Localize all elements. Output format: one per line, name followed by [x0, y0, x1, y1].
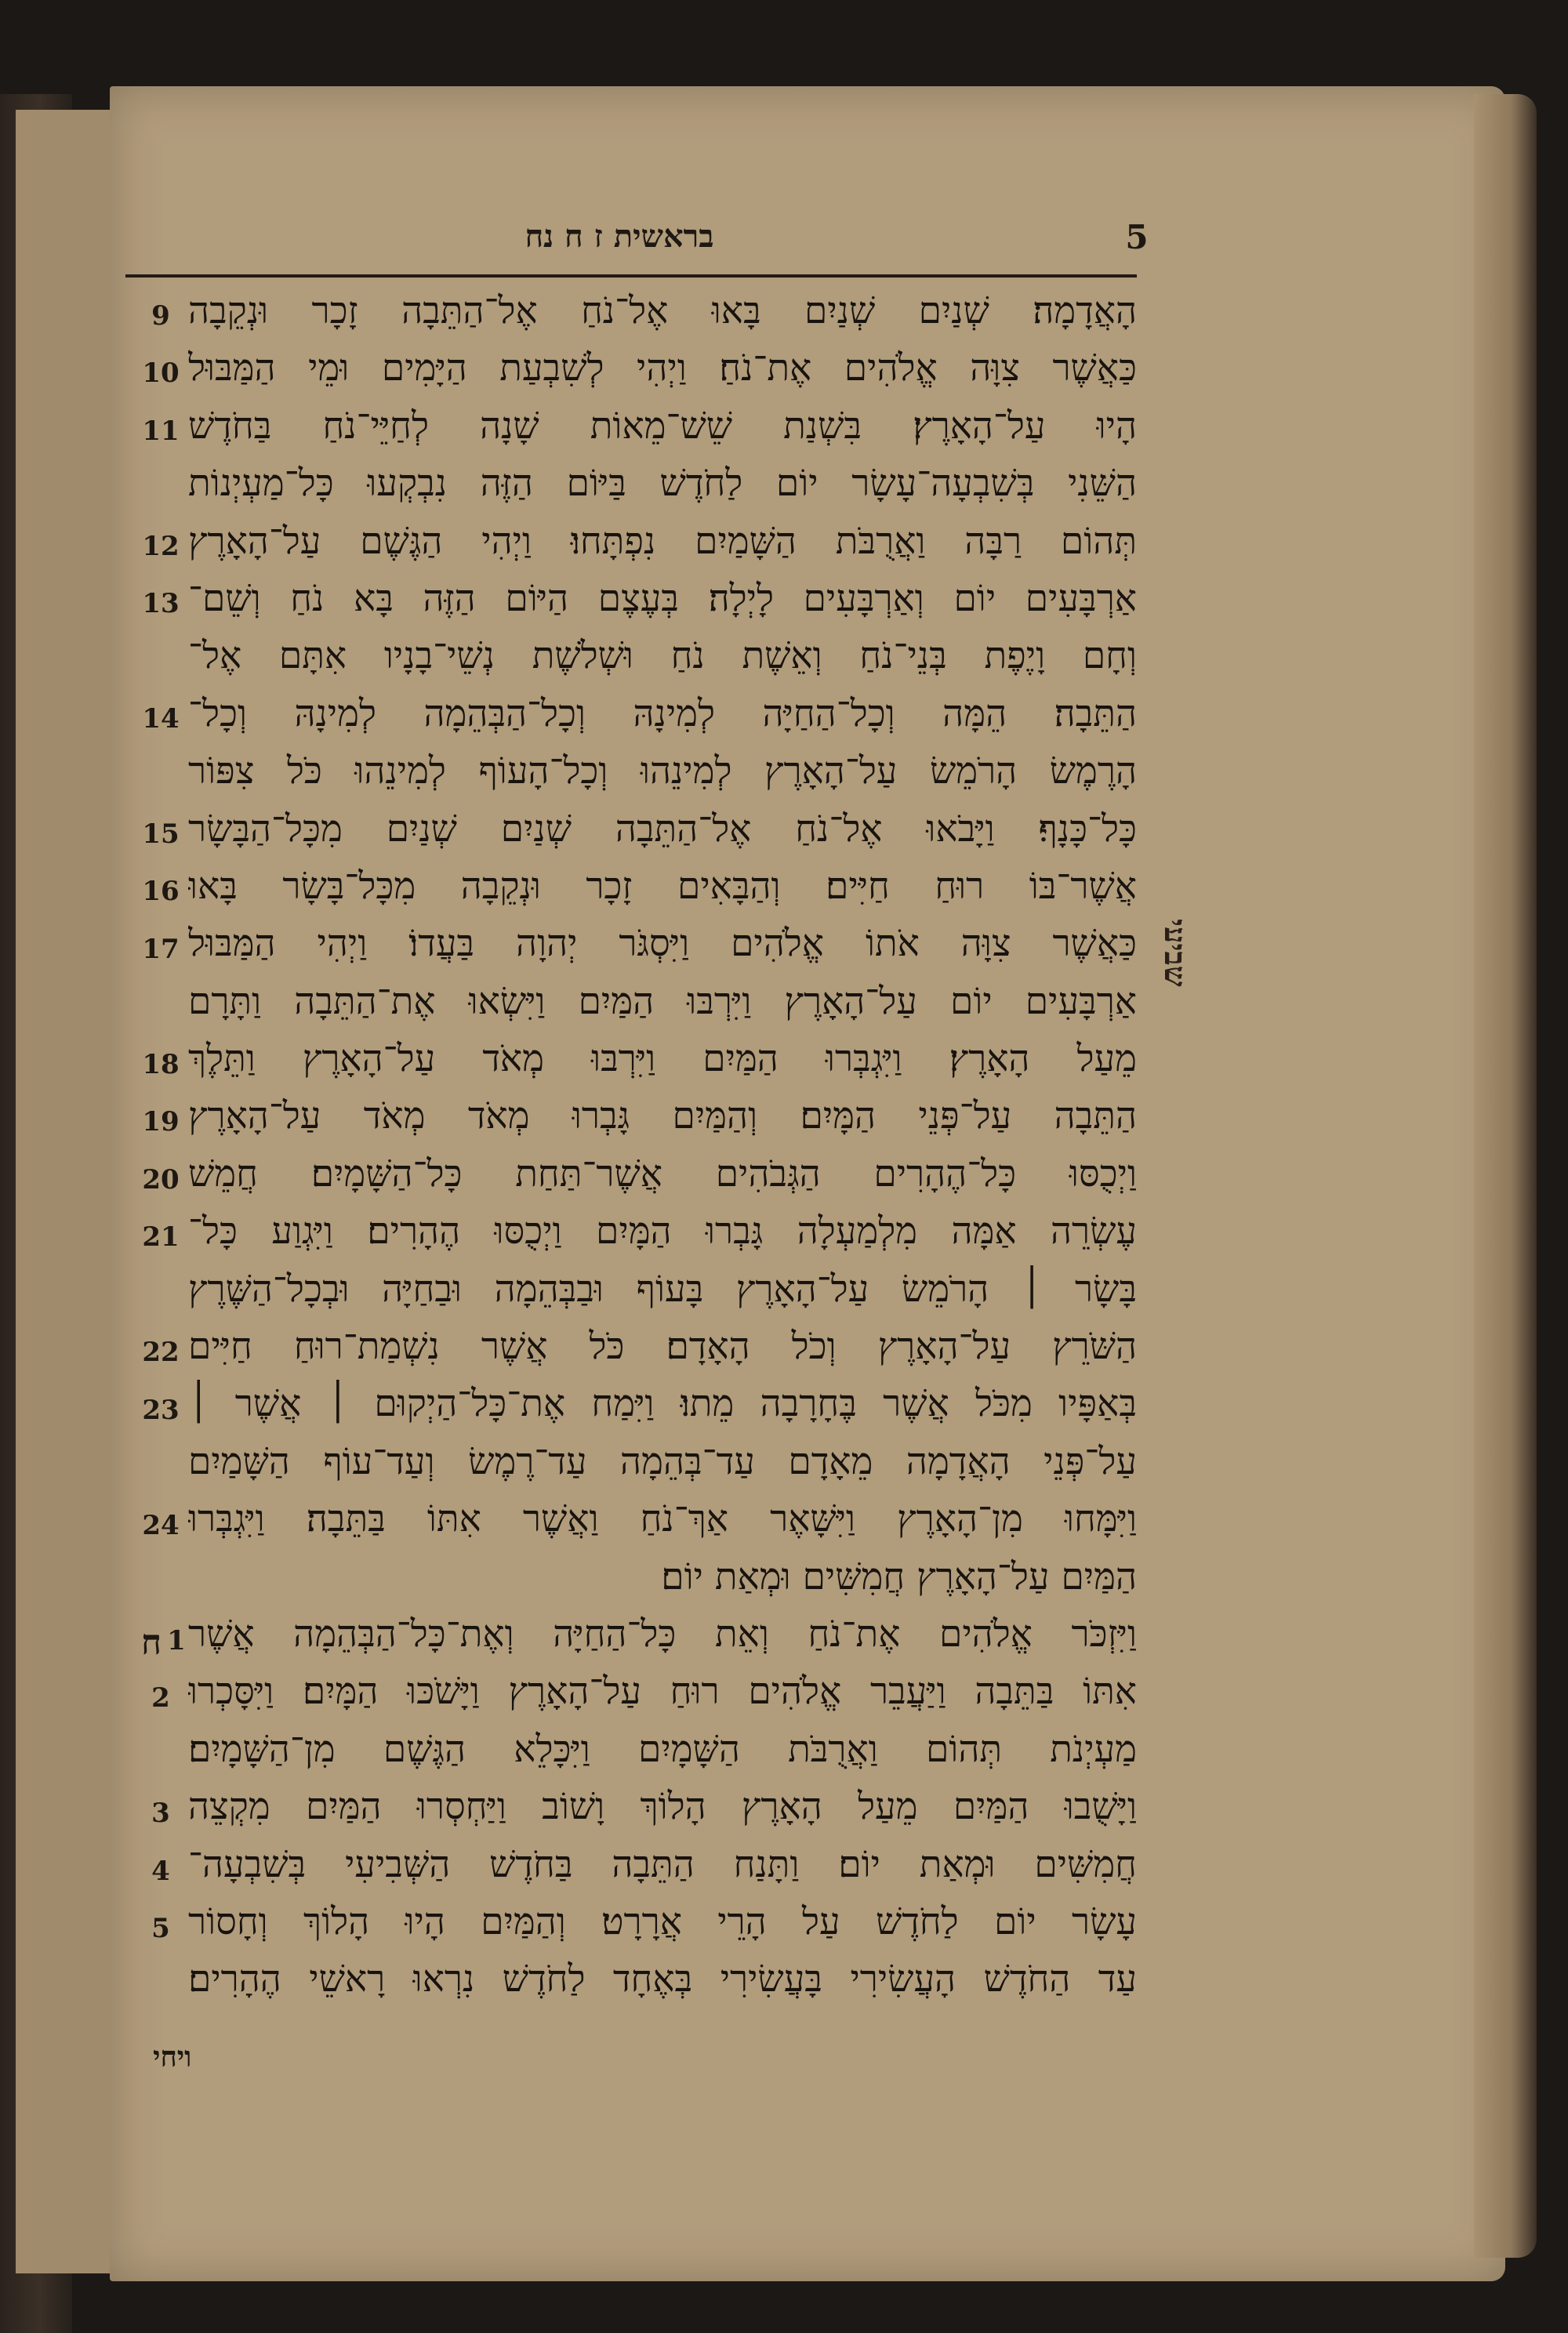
verse-number: 12 [142, 531, 180, 562]
text-line: וַיִּמָּחוּ מִן־הָאָרֶץ וַיִּשָּׁאֶר אַךְ־נֹחַ וַאֲשֶׁר אִתּוֹ בַּתֵּבָה׃ וַיִּגְבְּרוּ [188, 1497, 1137, 1541]
text-line: הָיוּ עַל־הָאָרֶץ׃ בִּשְׁנַת שֵׁשׁ־מֵאוֹת שָׁנָה לְחַיֵּי־נֹחַ בַּחֹדֶשׁ [188, 404, 1137, 448]
text-line: אַרְבָּעִים יוֹם וְאַרְבָּעִים לָיְלָה׃ בְּעֶצֶם הַיּוֹם הַזֶּה בָּא נֹחַ וְשֵׁם־ [188, 576, 1137, 620]
page-number: 5 [1125, 218, 1149, 256]
verse-number: 24 [142, 1510, 180, 1541]
text-line: וְחָם וָיֶפֶת בְּנֵי־נֹחַ וְאֵשֶׁת נֹחַ וּשְׁלֹשֶׁת נְשֵׁי־בָנָיו אִתָּם אֶל־ [188, 634, 1137, 678]
text-line: הַמַּיִם עַל־הָאָרֶץ חֲמִשִּׁים וּמְאַת יוֹם׃ [661, 1555, 1137, 1598]
text-line: כַּאֲשֶׁר צִוָּה אֹתוֹ אֱלֹהִים וַיִּסְגֹּר יְהוָה בַּעֲדוֹ׃ וַיְהִי הַמַּבּוּל [188, 922, 1137, 966]
verse-number: 19 [142, 1106, 180, 1137]
text-line: אִתּוֹ בַּתֵּבָה וַיַּעֲבֵר אֱלֹהִים רוּחַ עַל־הָאָרֶץ וַיָּשֹׁכּוּ הַמָּיִם׃ וַיִּסָּכְרוּ [188, 1670, 1137, 1714]
verse-number: 18 [142, 1049, 180, 1080]
facing-page-edge [16, 110, 111, 2273]
text-line: בָּשָׂר ׀ הָרֹמֵשׂ עַל־הָאָרֶץ בָּעוֹף וּבַבְּהֵמָה וּבַחַיָּה וּבְכָל־הַשֶּׁרֶץ [188, 1267, 1137, 1311]
text-line: אֲשֶׁר־בּוֹ רוּחַ חַיִּים׃ וְהַבָּאִים זָכָר וּנְקֵבָה מִכָּל־בָּשָׂר בָּאוּ [188, 864, 1137, 908]
text-line: וַיָּשֻׁבוּ הַמַּיִם מֵעַל הָאָרֶץ הָלוֹךְ וָשׁוֹב וַיַּחְסְרוּ הַמַּיִם מִקְצֵה [188, 1785, 1137, 1829]
text-line: מֵעַל הָאָרֶץ׃ וַיִּגְבְּרוּ הַמַּיִם וַיִּרְבּוּ מְאֹד עַל־הָאָרֶץ וַתֵּלֶךְ [188, 1037, 1137, 1081]
text-line: הַשֵּׁנִי בְּשִׁבְעָה־עָשָׂר יוֹם לַחֹדֶשׁ בַּיּוֹם הַזֶּה נִבְקְעוּ כָּל־מַעְיְנוֹת [188, 462, 1137, 506]
text-line: וַיִּזְכֹּר אֱלֹהִים אֶת־נֹחַ וְאֵת כָּל־הַחַיָּה וְאֶת־כָּל־הַבְּהֵמָה אֲשֶׁר [188, 1612, 1137, 1656]
verse-number: 1 [167, 1625, 186, 1656]
chapter-mark: ח [141, 1623, 162, 1663]
text-line: עַד הַחֹדֶשׁ הָעֲשִׂירִי בָּעֲשִׂירִי בְּאֶחָד לַחֹדֶשׁ נִרְאוּ רָאשֵׁי הֶהָרִים׃ [188, 1957, 1137, 2001]
text-line: חֲמִשִּׁים וּמְאַת יוֹם׃ וַתָּנַח הַתֵּבָה בַּחֹדֶשׁ הַשְּׁבִיעִי בְּשִׁבְעָה־ [188, 1842, 1137, 1886]
text-line: מַעְיְנֹת תְּהוֹם וַאֲרֻבֹּת הַשָּׁמָיִם וַיִּכָּלֵא הַגֶּשֶׁם מִן־הַשָּׁמָיִם׃ [188, 1727, 1137, 1771]
text-line: וַיְכֻסּוּ כָּל־הֶהָרִים הַגְּבֹהִים אֲשֶׁר־תַּחַת כָּל־הַשָּׁמָיִם׃ חֲמֵשׁ [188, 1152, 1137, 1196]
text-line: הַשֹּׁרֵץ עַל־הָאָרֶץ וְכֹל הָאָדָם׃ כֹּל אֲשֶׁר נִשְׁמַת־רוּחַ חַיִּים [188, 1325, 1137, 1369]
text-line: עֶשְׂרֵה אַמָּה מִלְמַעְלָה גָּבְרוּ הַמָּיִם וַיְכֻסּוּ הֶהָרִים׃ וַיִּגְוַע כָּל־ [188, 1210, 1137, 1254]
verse-number: 21 [142, 1221, 180, 1253]
verse-number: 5 [151, 1913, 170, 1944]
text-line: הַתֵּבָה עַל־פְּנֵי הַמָּיִם׃ וְהַמַּיִם גָּבְרוּ מְאֹד מְאֹד עַל־הָאָרֶץ [188, 1094, 1137, 1138]
verse-number: 16 [142, 876, 180, 907]
catchword: ויחי [153, 2041, 192, 2074]
text-line: הַתֵּבָה׃ הֵמָּה וְכָל־הַחַיָּה לְמִינָהּ וְכָל־הַבְּהֵמָה לְמִינָהּ וְכָל־ [188, 691, 1137, 735]
verse-number: 17 [142, 934, 180, 965]
verse-number: 10 [142, 357, 180, 389]
verse-number: 23 [142, 1395, 180, 1426]
verse-number: 9 [151, 300, 170, 332]
text-line: כַּאֲשֶׁר צִוָּה אֱלֹהִים אֶת־נֹחַ׃ וַיְהִי לְשִׁבְעַת הַיָּמִים וּמֵי הַמַּבּוּל [188, 347, 1137, 390]
header-rule [125, 274, 1137, 278]
text-line: הָרֶמֶשׂ הָרֹמֵשׂ עַל־הָאָרֶץ לְמִינֵהוּ וְכָל־הָעוֹף לְמִינֵהוּ כֹּל צִפּוֹר [188, 749, 1137, 793]
verse-number: 22 [142, 1337, 180, 1368]
text-line: בְּאַפָּיו מִכֹּל אֲשֶׁר בֶּחָרָבָה מֵתוּ׃ וַיִּמַח אֶת־כָּל־הַיְקוּם ׀ אֲשֶׁר ׀ [188, 1382, 1137, 1426]
text-line: הָאֲדָמָה׃ שְׁנַיִם שְׁנַיִם בָּאוּ אֶל־נֹחַ אֶל־הַתֵּבָה זָכָר וּנְקֵבָה [188, 289, 1137, 332]
text-line: עָשָׂר יוֹם לַחֹדֶשׁ עַל הָרֵי אֲרָרָט׃ וְהַמַּיִם הָיוּ הָלוֹךְ וְחָסוֹר [188, 1899, 1137, 1943]
verse-number: 4 [151, 1856, 170, 1887]
text-line: אַרְבָּעִים יוֹם עַל־הָאָרֶץ וַיִּרְבּוּ הַמַּיִם וַיִּשְׂאוּ אֶת־הַתֵּבָה וַתָּרָם [188, 979, 1137, 1023]
text-line: תְּהוֹם רַבָּה וַאֲרֻבֹּת הַשָּׁמַיִם נִפְתָּחוּ׃ וַיְהִי הַגֶּשֶׁם עַל־הָאָרֶץ [188, 519, 1137, 563]
verse-number: 20 [142, 1164, 180, 1196]
verse-number: 11 [142, 415, 180, 447]
parashah-margin-note: שביעי [1158, 918, 1193, 987]
hebrew-text-block [188, 282, 1137, 2008]
running-head: בראשית ז ח נח [524, 218, 714, 255]
verse-number: 14 [142, 703, 180, 735]
verse-number: 2 [151, 1682, 170, 1714]
verse-number: 13 [142, 588, 180, 619]
text-line: כָּל־כָּנָף׃ וַיָּבֹאוּ אֶל־נֹחַ אֶל־הַתֵּבָה שְׁנַיִם שְׁנַיִם מִכָּל־הַבָּשָׂר [188, 807, 1137, 851]
verse-number: 15 [142, 818, 180, 850]
verse-number: 3 [151, 1798, 170, 1829]
page-fore-edge [1474, 94, 1537, 2258]
text-line: עַל־פְּנֵי הָאֲדָמָה מֵאָדָם עַד־בְּהֵמָה עַד־רֶמֶשׂ וְעַד־עוֹף הַשָּׁמַיִם [188, 1439, 1137, 1483]
